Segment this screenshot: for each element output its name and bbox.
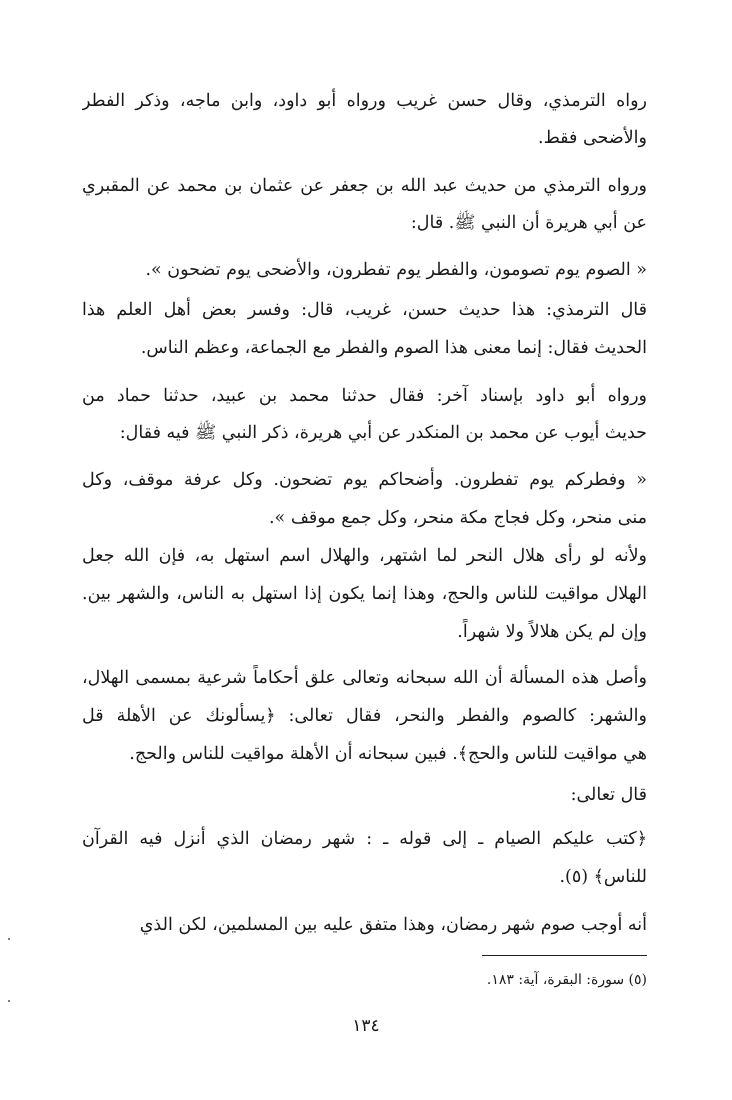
paragraph-11-line-1: أنه أوجب صوم شهر رمضان، وهذا متفق عليه بين المسلمين، لكن الذي (139, 915, 647, 935)
paragraph-10-line-1: ﴿كتب عليكم الصيام ـ إلى قوله ـ : شهر رمضان الذي أنزل فيه القرآن (82, 829, 647, 849)
paragraph-6-line-1: « وفطركم يوم تفطرون. وأضحاكم يوم تضحون. وكل عرفة موقف، وكل (82, 470, 647, 490)
paragraph-4-line-1: قال الترمذي: هذا حديث حسن، غريب، قال: وفسر بعض أهل العلم هذا (82, 300, 647, 320)
paragraph-9-line-1: قال تعالى: (570, 785, 647, 805)
paragraph-7-line-1: ولأنه لو رأى هلال النحر لما اشتهر، والهلال اسم استهل به، فإن الله جعل (82, 546, 647, 566)
paragraph-8-line-1: وأصل هذه المسألة أن الله سبحانه وتعالى علق أحكاماً شرعية بمسمى الهلال، (82, 668, 647, 688)
footnote: (٥) سورة: البقرة، آية: ١٨٣. (486, 972, 647, 988)
paragraph-1-line-2: والأضحى فقط. (538, 128, 647, 148)
paragraph-8-line-2: والشهر: كالصوم والفطر والنحر، فقال تعالى: ﴿يسألونك عن الأهلة قل (82, 706, 647, 726)
scan-speck (8, 1000, 10, 1002)
paragraph-1-line-1: رواه الترمذي، وقال حسن غريب ورواه أبو داود، وابن ماجه، وذكر الفطر (82, 91, 647, 111)
paragraph-2-line-1: ورواه الترمذي من حديث عبد الله بن جعفر عن عثمان بن محمد عن المقبري (82, 176, 647, 196)
paragraph-4-line-2: الحديث فقال: إنما معنى هذا الصوم والفطر مع الجماعة، وعظم الناس. (140, 338, 647, 358)
paragraph-5-line-2: حديث أيوب عن محمد بن المنكدر عن أبي هريرة، ذكر النبي ﷺ فيه فقال: (119, 423, 647, 443)
footnote-divider (482, 955, 647, 956)
page-number: ١٣٤ (352, 1016, 380, 1036)
paragraph-2-line-2: عن أبي هريرة أن النبي ﷺ. قال: (410, 213, 647, 233)
paragraph-3-line-1: « الصوم يوم تصومون، والفطر يوم تفطرون، والأضحى يوم تضحون ». (145, 260, 647, 280)
paragraph-5-line-1: ورواه أبو داود بإسناد آخر: فقال حدثنا محمد بن عبيد، حدثنا حماد من (82, 386, 647, 406)
paragraph-7-line-2: الهلال مواقيت للناس والحج، وهذا إنما يكون إذا استهل به الناس، والشهر بين. (82, 584, 647, 604)
paragraph-6-line-2: منى منحر، وكل فجاج مكة منحر، وكل جمع موقف ». (268, 508, 647, 528)
paragraph-10-line-2: للناس﴾ (٥). (559, 867, 647, 887)
paragraph-8-line-3: هي مواقيت للناس والحج﴾. فبين سبحانه أن الأهلة مواقيت للناس والحج. (129, 744, 647, 764)
paragraph-7-line-3: وإن لم يكن هلالاً ولا شهراً. (457, 622, 647, 642)
scan-speck (8, 938, 10, 940)
